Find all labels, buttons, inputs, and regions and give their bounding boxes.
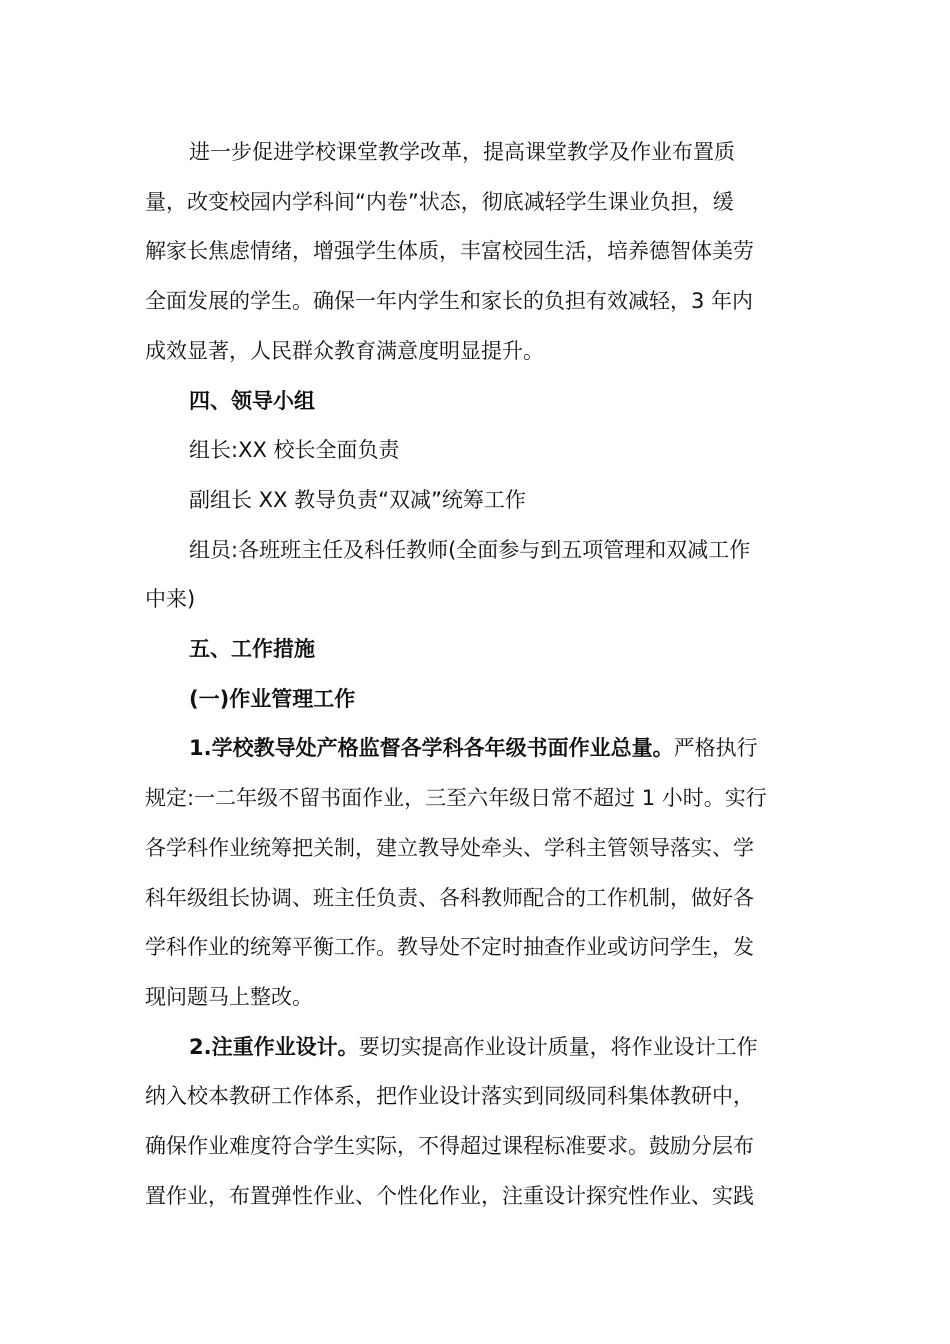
text-line: 中来) xyxy=(145,587,196,612)
text-line: 置作业，布置弹性作业、个性化作业，注重设计探究性作业、实践 xyxy=(145,1183,754,1208)
text-line: 解家长焦虑情绪，增强学生体质，丰富校园生活，培养德智体美劳 xyxy=(145,239,754,264)
subsection-heading-homework: (一)作业管理工作 xyxy=(189,686,356,711)
text-line: 成效显著，人民群众教育满意度明显提升。 xyxy=(145,338,544,363)
paragraph-lead: 1.学校教导处产格监督各学科各年级书面作业总量。 xyxy=(189,736,674,761)
text-line: 副组长 XX 教导负责“双减”统筹工作 xyxy=(189,487,526,512)
homework-supervision-paragraph xyxy=(145,724,805,1022)
paragraph-lead-rest: 要切实提高作业设计质量，将作业设计工作 xyxy=(358,1034,758,1059)
paragraph-lead: 2.注重作业设计。 xyxy=(189,1034,359,1059)
leader-line xyxy=(145,426,805,476)
text-line: 进一步促进学校课堂教学改革，提高课堂教学及作业布置质 xyxy=(189,140,735,164)
text-line xyxy=(145,1023,805,1073)
text-line: 确保作业难度符合学生实际，不得超过课程标准要求。鼓励分层布 xyxy=(145,1134,754,1159)
goal-paragraph xyxy=(145,128,805,377)
paragraph-lead-rest: 严格执行 xyxy=(673,736,758,761)
text-line: 学科作业的统筹平衡工作。教导处不定时抽查作业或访问学生，发 xyxy=(145,935,754,960)
homework-design-paragraph xyxy=(145,1023,805,1222)
text-line: 现问题马上整改。 xyxy=(145,984,313,1009)
text-line: 各学科作业统筹把关制，建立教导处牵头、学科主管领导落实、学 xyxy=(145,835,754,860)
document-body xyxy=(145,128,805,1221)
text-line: 规定:一二年级不留书面作业，三至六年级日常不超过 1 小时。实行 xyxy=(145,786,767,811)
section-heading-measures: 五、工作措施 xyxy=(189,637,315,662)
section-heading-leadership: 四、领导小组 xyxy=(189,388,315,413)
text-line: 纳入校本教研工作体系，把作业设计落实到同级同科集体教研中， xyxy=(145,1084,754,1109)
text-line xyxy=(145,724,805,774)
text-line: 全面发展的学生。确保一年内学生和家长的负担有效减轻，3 年内 xyxy=(145,289,754,314)
deputy-leader-line xyxy=(145,476,805,526)
members-paragraph xyxy=(145,526,805,625)
text-line: 组员:各班班主任及科任教师(全面参与到五项管理和双减工作 xyxy=(189,537,751,562)
text-line: 科年级组长协调、班主任负责、各科教师配合的工作机制，做好各 xyxy=(145,885,754,910)
text-line: 组长:XX 校长全面负责 xyxy=(189,438,400,463)
text-line: 量，改变校园内学科间“内卷”状态，彻底减轻学生课业负担，缓 xyxy=(145,189,734,214)
